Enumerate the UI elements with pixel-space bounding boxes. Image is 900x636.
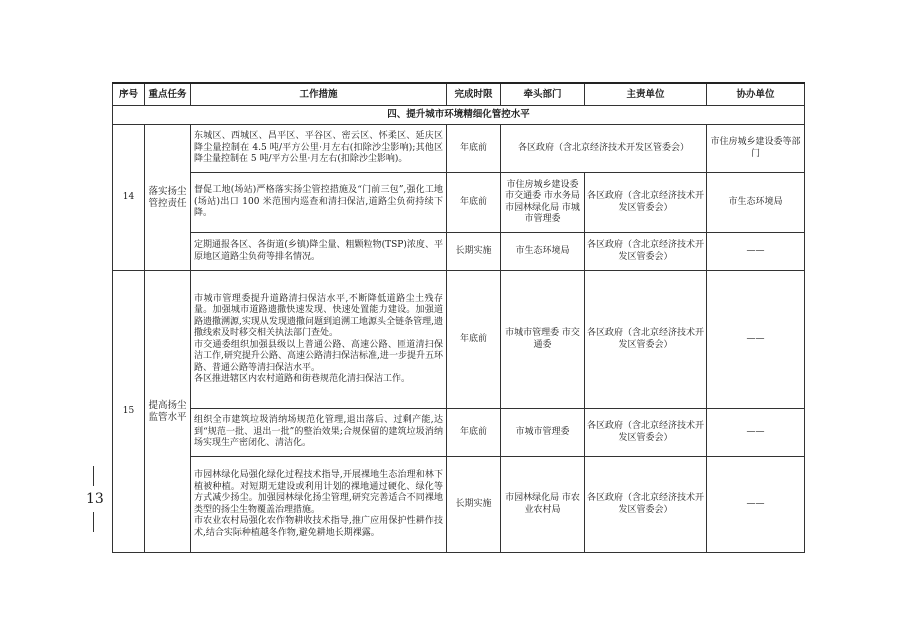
header-task: 重点任务 xyxy=(145,83,191,106)
deadline-cell: 长期实施 xyxy=(447,233,501,271)
measure-paragraph: 东城区、西城区、昌平区、平谷区、密云区、怀柔区、延庆区降尘量控制在 4.5 吨/平方公里·月左右(扣除沙尘影响);其他区降尘量控制在 5 吨/平方公里·月左右(扣除沙尘影响)。 xyxy=(194,131,443,165)
measure-paragraph: 市农业农村局强化农作物耕收技术指导,推广应用保护性耕作技术,结合实际种植越冬作物,避免耕地长期裸露。 xyxy=(194,516,443,538)
table-row xyxy=(113,271,805,409)
task-cell: 提高扬尘监管水平 xyxy=(145,271,191,553)
table-row xyxy=(113,233,805,271)
measure-paragraph: 市交通委组织加强县级以上普通公路、高速公路、匝道清扫保洁工作,研究提升公路、高速公路清扫保洁标准,进一步提升五环路、普通公路等清扫保洁水平。 xyxy=(194,339,443,373)
main-cell: 各区政府（含北京经济技术开发区管委会） xyxy=(585,271,707,409)
measures-cell xyxy=(191,233,447,271)
measures-cell xyxy=(191,409,447,457)
measure-paragraph: 督促工地(场站)严格落实扬尘管控措施及“门前三包”,强化工地(场站)出口 100 米范围内巡查和清扫保洁,道路尘负荷持续下降。 xyxy=(194,185,443,219)
main-cell: 各区政府（含北京经济技术开发区管委会） xyxy=(585,173,707,233)
page-number-dash-bottom xyxy=(93,512,94,532)
header-seq: 序号 xyxy=(113,83,145,106)
section-title: 四、提升城市环境精细化管控水平 xyxy=(113,106,805,125)
lead-cell: 市城市管理委 xyxy=(501,409,585,457)
header-lead: 牵头部门 xyxy=(501,83,585,106)
main-cell: 各区政府（含北京经济技术开发区管委会） xyxy=(585,457,707,553)
table-row xyxy=(113,173,805,233)
table-row xyxy=(113,409,805,457)
table-header-row xyxy=(113,83,805,106)
assist-cell: —— xyxy=(707,271,805,409)
lead-cell: 市生态环境局 xyxy=(501,233,585,271)
deadline-cell: 年底前 xyxy=(447,409,501,457)
measures-cell xyxy=(191,173,447,233)
lead-cell: 市城市管理委 市交通委 xyxy=(501,271,585,409)
assist-cell: —— xyxy=(707,233,805,271)
seq-cell: 14 xyxy=(113,125,145,271)
measure-paragraph: 各区推进辖区内农村道路和街巷规范化清扫保洁工作。 xyxy=(194,374,411,384)
assist-cell: —— xyxy=(707,409,805,457)
assist-cell: 市住房城乡建设委等部门 xyxy=(707,125,805,173)
measure-paragraph: 市城市管理委提升道路清扫保洁水平,不断降低道路尘土残存量。加强城市道路遗撒快速发现、快速处置能力建设。加强道路遗撒溯源,实现从发现遗撒问题到追溯工地源头全链条管理,遗撒线索及时移交相关执法部门查处。 xyxy=(194,293,443,338)
measures-cell xyxy=(191,125,447,173)
page-number-value: 13 xyxy=(86,491,104,507)
header-assist: 协办单位 xyxy=(707,83,805,106)
deadline-cell: 年底前 xyxy=(447,125,501,173)
header-deadline: 完成时限 xyxy=(447,83,501,106)
main-cell: 各区政府（含北京经济技术开发区管委会） xyxy=(585,233,707,271)
measure-paragraph: 组织全市建筑垃圾消纳场规范化管理,退出落后、过剩产能,达到“规范一批、退出一批”的整治效果;合规保留的建筑垃圾消纳场实现生产密闭化、清洁化。 xyxy=(194,415,443,449)
header-main: 主责单位 xyxy=(585,83,707,106)
measures-cell xyxy=(191,457,447,553)
measure-paragraph: 市园林绿化局强化绿化过程技术指导,开展裸地生态治理和林下植被种植。对短期无建设或利用计划的裸地通过硬化、绿化等方式减少扬尘。加强园林绿化扬尘管理,研究完善适合不同裸地类型的扬尘生物覆盖治理措施。 xyxy=(194,470,443,515)
main-cell: 各区政府（含北京经济技术开发区管委会） xyxy=(585,409,707,457)
measures-table xyxy=(112,82,805,553)
deadline-cell: 年底前 xyxy=(447,173,501,233)
lead-cell: 市住房城乡建设委 市交通委 市水务局 市园林绿化局 市城市管理委 xyxy=(501,173,585,233)
measures-cell xyxy=(191,271,447,409)
assist-cell: —— xyxy=(707,457,805,553)
table-row xyxy=(113,125,805,173)
lead-main-cell: 各区政府（含北京经济技术开发区管委会） xyxy=(501,125,707,173)
lead-cell: 市园林绿化局 市农业农村局 xyxy=(501,457,585,553)
assist-cell: 市生态环境局 xyxy=(707,173,805,233)
page-number xyxy=(86,466,104,532)
page-number-dash-top xyxy=(93,466,94,486)
measure-paragraph: 定期通报各区、各街道(乡镇)降尘量、粗颗粒物(TSP)浓度、平原地区道路尘负荷等排名情况。 xyxy=(194,240,443,262)
seq-cell: 15 xyxy=(113,271,145,553)
section-row xyxy=(113,106,805,125)
header-measures: 工作措施 xyxy=(191,83,447,106)
table-row xyxy=(113,457,805,553)
deadline-cell: 长期实施 xyxy=(447,457,501,553)
task-cell: 落实扬尘管控责任 xyxy=(145,125,191,271)
deadline-cell: 年底前 xyxy=(447,271,501,409)
